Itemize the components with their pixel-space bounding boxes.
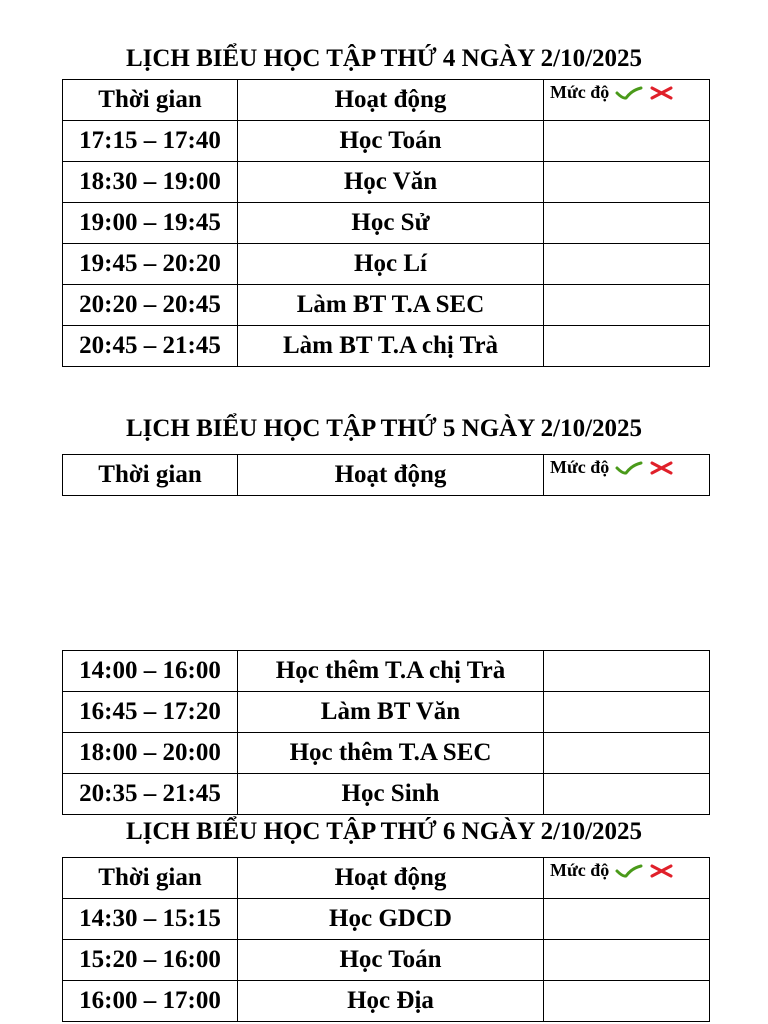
row-time: 20:35 – 21:45 xyxy=(63,774,238,815)
row-time: 16:45 – 17:20 xyxy=(63,692,238,733)
row-activity: Học Lí xyxy=(238,244,544,285)
row-activity: Học thêm T.A SEC xyxy=(238,733,544,774)
table-header-row xyxy=(63,455,710,496)
row-level-cell[interactable] xyxy=(544,326,710,367)
cross-icon xyxy=(649,461,675,475)
schedule-1-table xyxy=(62,79,710,367)
row-level-cell[interactable] xyxy=(544,774,710,815)
row-time: 14:00 – 16:00 xyxy=(63,651,238,692)
schedule-3-table xyxy=(62,857,710,1022)
header-level-label: Mức độ xyxy=(550,82,610,102)
schedule-1-title: LỊCH BIỂU HỌC TẬP THỨ 4 NGÀY 2/10/2025 xyxy=(125,45,643,72)
row-time: 19:45 – 20:20 xyxy=(63,244,238,285)
row-level-cell[interactable] xyxy=(544,244,710,285)
table-row xyxy=(63,326,710,367)
row-time: 19:00 – 19:45 xyxy=(63,203,238,244)
header-time: Thời gian xyxy=(63,858,238,899)
table-row xyxy=(63,899,710,940)
table-row xyxy=(63,981,710,1022)
check-icon xyxy=(615,461,643,475)
row-activity: Học Văn xyxy=(238,162,544,203)
row-activity: Làm BT Văn xyxy=(238,692,544,733)
row-level-cell[interactable] xyxy=(544,692,710,733)
header-level xyxy=(544,80,710,121)
row-activity: Làm BT T.A chị Trà xyxy=(238,326,544,367)
table-header-row xyxy=(63,80,710,121)
table-row xyxy=(63,121,710,162)
check-icon xyxy=(615,864,643,878)
row-activity: Học Toán xyxy=(238,121,544,162)
header-level-label: Mức độ xyxy=(550,457,610,477)
row-time: 17:15 – 17:40 xyxy=(63,121,238,162)
row-time: 18:00 – 20:00 xyxy=(63,733,238,774)
table-row xyxy=(63,244,710,285)
schedule-3-title: LỊCH BIỂU HỌC TẬP THỨ 6 NGÀY 2/10/2025 xyxy=(125,818,643,845)
row-level-cell[interactable] xyxy=(544,651,710,692)
row-activity: Học Sinh xyxy=(238,774,544,815)
header-activity: Hoạt động xyxy=(238,80,544,121)
row-time: 20:20 – 20:45 xyxy=(63,285,238,326)
header-time: Thời gian xyxy=(63,455,238,496)
schedule-2-header-table xyxy=(62,454,710,496)
table-row xyxy=(63,692,710,733)
schedule-2-table xyxy=(62,650,710,815)
row-time: 14:30 – 15:15 xyxy=(63,899,238,940)
table-row xyxy=(63,940,710,981)
header-level xyxy=(544,455,710,496)
row-level-cell[interactable] xyxy=(544,981,710,1022)
row-activity: Học GDCD xyxy=(238,899,544,940)
row-time: 18:30 – 19:00 xyxy=(63,162,238,203)
header-time: Thời gian xyxy=(63,80,238,121)
header-activity: Hoạt động xyxy=(238,455,544,496)
row-time: 16:00 – 17:00 xyxy=(63,981,238,1022)
row-level-cell[interactable] xyxy=(544,203,710,244)
row-level-cell[interactable] xyxy=(544,162,710,203)
table-header-row xyxy=(63,858,710,899)
row-activity: Học Toán xyxy=(238,940,544,981)
table-row xyxy=(63,733,710,774)
row-level-cell[interactable] xyxy=(544,899,710,940)
table-row xyxy=(63,285,710,326)
schedule-2-title: LỊCH BIỂU HỌC TẬP THỨ 5 NGÀY 2/10/2025 xyxy=(125,415,643,442)
cross-icon xyxy=(649,86,675,100)
cross-icon xyxy=(649,864,675,878)
row-level-cell[interactable] xyxy=(544,121,710,162)
row-level-cell[interactable] xyxy=(544,733,710,774)
header-level-label: Mức độ xyxy=(550,860,610,880)
check-icon xyxy=(615,86,643,100)
table-row xyxy=(63,774,710,815)
row-level-cell[interactable] xyxy=(544,285,710,326)
table-row xyxy=(63,162,710,203)
row-time: 20:45 – 21:45 xyxy=(63,326,238,367)
row-activity: Học thêm T.A chị Trà xyxy=(238,651,544,692)
row-activity: Học Địa xyxy=(238,981,544,1022)
row-activity: Làm BT T.A SEC xyxy=(238,285,544,326)
header-level xyxy=(544,858,710,899)
header-activity: Hoạt động xyxy=(238,858,544,899)
row-time: 15:20 – 16:00 xyxy=(63,940,238,981)
row-level-cell[interactable] xyxy=(544,940,710,981)
row-activity: Học Sử xyxy=(238,203,544,244)
table-row xyxy=(63,203,710,244)
table-row xyxy=(63,651,710,692)
